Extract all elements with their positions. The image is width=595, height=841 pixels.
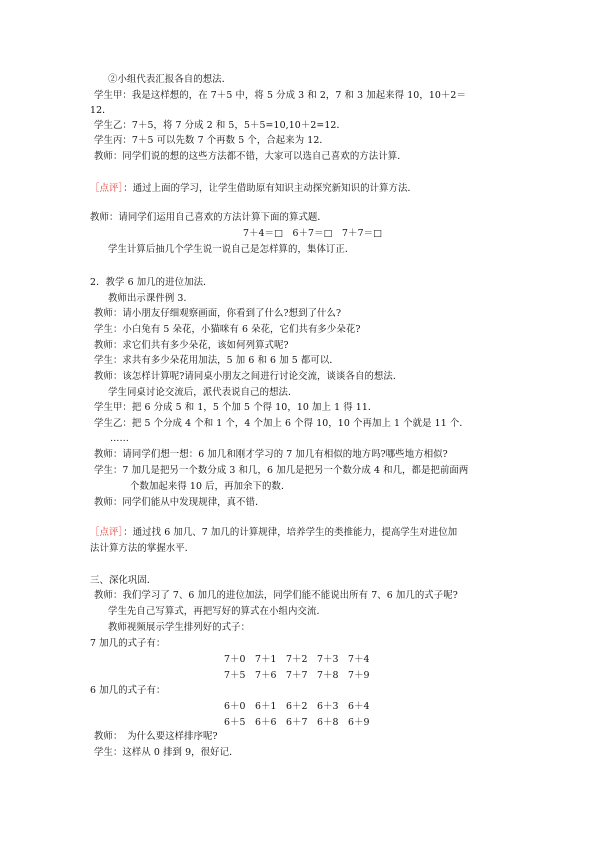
- formula-item: 6＋4: [348, 701, 370, 712]
- text-line: 教师：该怎样计算呢?请同桌小朋友之间进行讨论交流，谈谈各自的想法．: [94, 371, 403, 382]
- formula-item: 6＋1: [255, 701, 277, 712]
- formula-item: 7＋4: [348, 654, 370, 665]
- text-line: 教师：我们学习了 7、6 加几的进位加法，同学们能不能说出所有 7、6 加几的式子呢?: [94, 590, 458, 601]
- formula-item: 6＋7: [286, 717, 308, 728]
- formula-item: 6＋3: [317, 701, 339, 712]
- formula-row: [224, 654, 379, 666]
- comment-tag: ［点评］: [90, 527, 124, 538]
- comment-tag: ［点评］: [90, 183, 124, 194]
- comment-text: 法计算方法的掌握水平．: [90, 543, 195, 554]
- text-line: 学生：7 加几是把另一个数分成 3 和几，6 加几是把另一个数分成 4 和几，都是把前面两: [94, 465, 469, 476]
- text-line: 学生：求共有多少朵花用加法，5 加 6 和 6 加 5 都可以．: [94, 355, 339, 366]
- formula-item: 6＋0: [224, 701, 246, 712]
- formula-item: 7＋8: [317, 670, 339, 681]
- formula-item: 7＋1: [255, 654, 277, 665]
- text-line: 个数加起来得 10 后，再加余下的数．: [130, 481, 291, 492]
- text-line: 7＋4＝□ 6＋7＝□ 7＋7＝□: [243, 228, 383, 239]
- formula-item: 6＋8: [317, 717, 339, 728]
- text-line: 2．教学 6 加几的进位加法．: [90, 277, 213, 288]
- text-line: 教师： 为什么要这样排序呢?: [94, 731, 218, 742]
- formula-item: 7＋3: [317, 654, 339, 665]
- formula-item: 7＋2: [286, 654, 308, 665]
- text-line: 教师：请同学们运用自己喜欢的方法计算下面的算式题．: [90, 212, 327, 223]
- formula-item: 7＋9: [348, 670, 370, 681]
- text-line: 学生甲：我是这样想的，在 7＋5 中，将 5 分成 3 和 2，7 和 3 加起来得 10，10＋2＝: [94, 90, 466, 101]
- text-line: 三、深化巩固．: [90, 575, 157, 586]
- text-line: 教师出示课件例 3．: [108, 293, 193, 304]
- formula-row: [224, 701, 379, 713]
- comment-text: ：通过上面的学习，让学生借助原有知识主动探究新知识的计算方法．: [123, 183, 417, 194]
- formula-item: 6＋6: [255, 717, 277, 728]
- formula-item: 7＋0: [224, 654, 246, 665]
- text-line: ②小组代表汇报各自的想法．: [108, 74, 232, 85]
- text-line: 学生甲：把 6 分成 5 和 1，5 个加 5 个得 10，10 加上 1 得 11．: [94, 402, 378, 413]
- text-line: 学生先自己写算式，再把写好的算式在小组内交流．: [108, 606, 326, 617]
- text-line: 6 加几的式子有：: [90, 685, 166, 696]
- text-line: 教师视频展示学生排列好的式子：: [108, 622, 251, 633]
- formula-item: 6＋5: [224, 717, 246, 728]
- text-line: 学生丙：7＋5 可以先数 7 个再数 5 个，合起来为 12．: [94, 135, 329, 146]
- formula-item: 7＋5: [224, 670, 246, 681]
- text-line: 学生：这样从 0 排到 9，很好记．: [94, 747, 239, 758]
- comment-line: [90, 527, 457, 539]
- text-line: 学生乙：把 5 个分成 4 个和 1 个，4 个加上 6 个得 10，10 个再加上 1 个就是 11 个．: [94, 418, 469, 429]
- text-line: 学生计算后抽几个学生说一说自己是怎样算的，集体订正．: [108, 244, 355, 255]
- text-line: 学生乙：7＋5，将 7 分成 2 和 5，5＋5=10,10＋2=12．: [94, 120, 346, 131]
- formula-row: [224, 717, 379, 729]
- comment-line: [90, 543, 194, 555]
- formula-item: 6＋9: [348, 717, 370, 728]
- comment-line: [90, 183, 417, 195]
- text-line: 教师：同学们说的想的这些方法都不错，大家可以选自己喜欢的方法计算．: [94, 151, 407, 162]
- formula-item: 6＋2: [286, 701, 308, 712]
- text-line: 教师：同学们能从中发现规律，真不错．: [94, 497, 265, 508]
- formula-row: [224, 670, 379, 682]
- text-line: 教师：请小朋友仔细观察画面，你看到了什么?想到了什么?: [94, 308, 342, 319]
- text-line: ……: [110, 433, 129, 444]
- text-line: 教师：请同学们想一想：6 加几和刚才学习的 7 加几有相似的地方吗?哪些地方相似?: [94, 449, 448, 460]
- comment-text: ：通过找 6 加几、7 加几的计算规律，培养学生的类推能力，提高学生对进位加: [123, 527, 458, 538]
- formula-item: 7＋6: [255, 670, 277, 681]
- formula-item: 7＋7: [286, 670, 308, 681]
- text-line: 12．: [90, 105, 112, 116]
- text-line: 7 加几的式子有：: [90, 638, 166, 649]
- text-line: 学生：小白兔有 5 朵花，小猫咪有 6 朵花，它们共有多少朵花?: [94, 324, 361, 335]
- text-line: 学生同桌讨论交流后，派代表说自己的想法．: [108, 387, 298, 398]
- text-line: 教师：求它们共有多少朵花，该如何列算式呢?: [94, 340, 289, 351]
